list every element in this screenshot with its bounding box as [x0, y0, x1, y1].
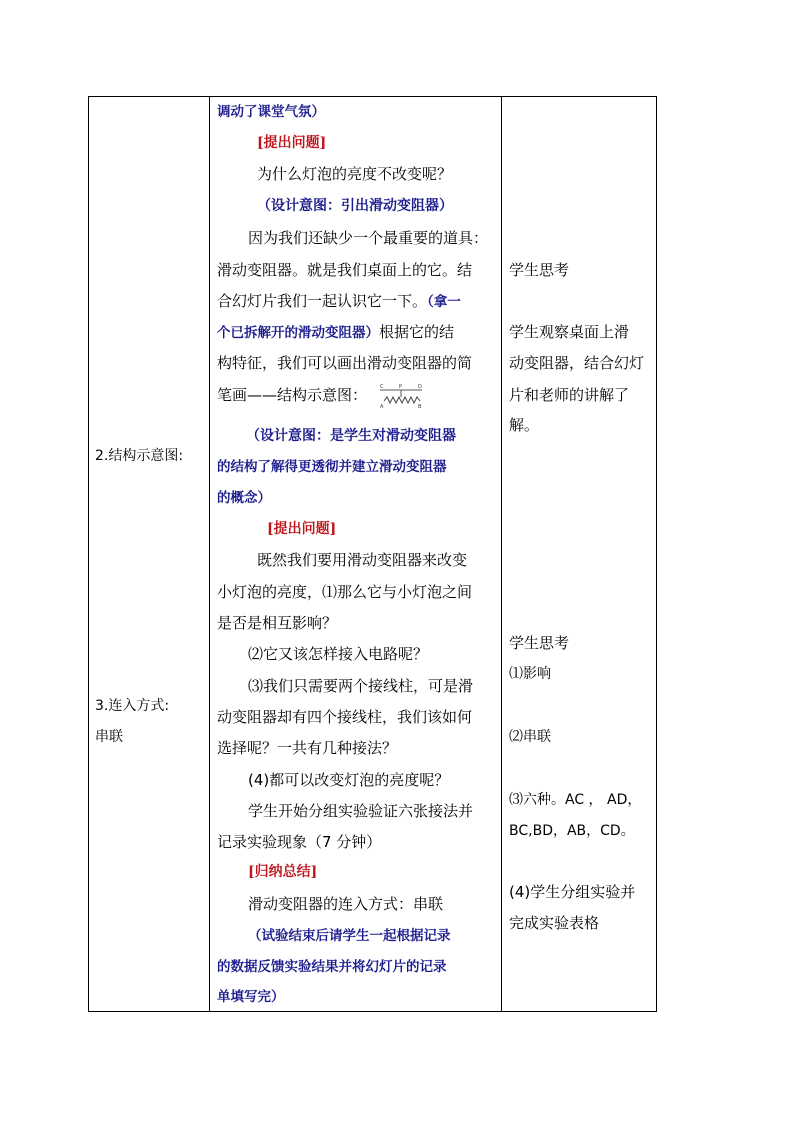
heading-raise-question: [提出问题] [257, 135, 327, 151]
text-line: 滑动变阻器。就是我们桌面上的它。结 [217, 261, 473, 279]
student-activity: 学生思考 [509, 634, 570, 652]
diagram-label: C [380, 384, 384, 390]
column-divider-2 [501, 97, 502, 1011]
student-answer: BC,BD，AB，CD。 [509, 823, 635, 839]
rheostat-diagram [378, 383, 424, 409]
text-line: 因为我们还缺少一个最重要的道具： [248, 229, 489, 247]
student-answer: ⑵串联 [509, 729, 551, 745]
column-divider-1 [209, 97, 210, 1011]
text-line: 小灯泡的亮度，⑴那么它与小灯泡之间 [217, 583, 473, 601]
heading-summary: [归纳总结] [248, 864, 318, 880]
student-answer: (4)学生分组实验并 [509, 883, 636, 901]
student-answer: ⑴影响 [509, 666, 551, 682]
diagram-label: P [399, 384, 403, 390]
diagram-label: A [380, 404, 384, 409]
text-line: 学生开始分组实验验证六张接法并 [248, 802, 474, 820]
text-line: ⑶我们只需要两个接线柱，可是滑 [248, 677, 474, 695]
text-line: 构特征，我们可以画出滑动变阻器的简 [217, 354, 473, 372]
text-line: 既然我们要用滑动变阻器来改变 [257, 551, 468, 569]
text-line: 选择呢？一共有几种接法？ [217, 739, 398, 757]
text-line: ⑵它又该怎样接入电路呢？ [248, 645, 429, 663]
row-label-series: 串联 [95, 729, 123, 745]
text-line: 记录实验现象（7 分钟） [217, 833, 382, 851]
text-line: （试验结束后请学生一起根据记录 [248, 928, 451, 944]
text-line: 单填写完） [217, 989, 285, 1005]
text-line: 为什么灯泡的亮度不改变呢？ [257, 165, 453, 183]
student-activity: 学生思考 [509, 261, 570, 279]
design-intent-note: （设计意图：引出滑动变阻器） [257, 198, 453, 214]
row-label-structure: 2.结构示意图: [95, 448, 184, 464]
student-activity: 学生观察桌面上滑 [509, 323, 630, 341]
text-line: 是否是相互影响？ [217, 614, 338, 632]
student-activity: 动变阻器，结合幻灯 [509, 354, 645, 372]
text-line: 调动了课堂气氛） [217, 104, 325, 120]
diagram-label: D [418, 384, 422, 390]
text-line: (4)都可以改变灯泡的亮度呢？ [248, 771, 450, 789]
text-line: 动变阻器却有四个接线柱，我们该如何 [217, 708, 473, 726]
student-answer: ⑶六种。AC ， AD， [509, 792, 642, 808]
student-activity: 解。 [509, 416, 540, 434]
student-answer: 完成实验表格 [509, 914, 600, 932]
text-line: 滑动变阻器的连入方式：串联 [248, 895, 444, 913]
text-line: 合幻灯片我们一起认识它一下。（拿一 [217, 292, 461, 310]
text-line: 笔画——结构示意图： [217, 386, 368, 404]
design-intent-note: （设计意图：是学生对滑动变阻器 [246, 428, 456, 444]
text-line: 的数据反馈实验结果并将幻灯片的记录 [217, 959, 447, 975]
text-line: 个已拆解开的滑动变阻器）根据它的结 [217, 323, 455, 341]
row-label-connection: 3.连入方式: [95, 698, 170, 714]
student-activity: 片和老师的讲解了 [509, 386, 630, 404]
heading-raise-question: [提出问题] [267, 521, 337, 537]
text-line: 的结构了解得更透彻并建立滑动变阻器 [217, 459, 447, 475]
diagram-label: B [418, 404, 422, 409]
text-line: 的概念） [217, 490, 271, 506]
